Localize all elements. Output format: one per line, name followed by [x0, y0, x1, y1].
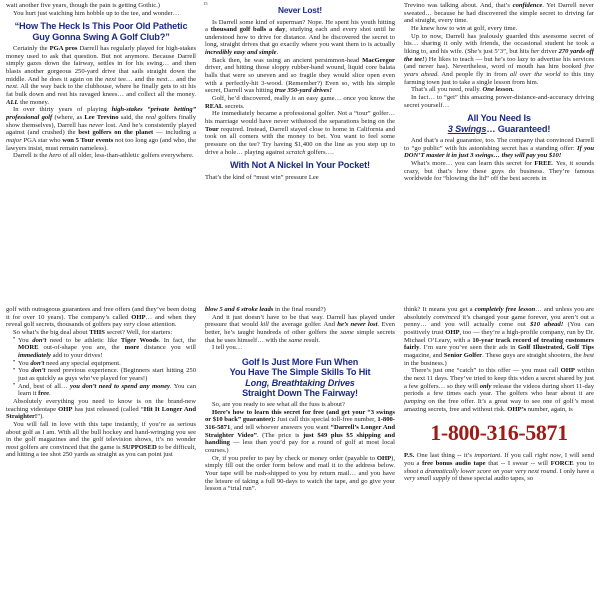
paragraph	[205, 401, 395, 409]
text-run: . And people fly in from	[437, 70, 510, 78]
headline-line-1: Golf Is Just More Fun When	[241, 356, 359, 367]
text-run: In over thirty years of playing	[13, 106, 112, 114]
text-run: . Even better, he’s taught hundreds of other golfers the	[205, 321, 395, 336]
list-item	[13, 360, 196, 368]
text-run: tee… and the	[116, 75, 157, 83]
text-run: Is Darrell some kind of superman? Nope. He spent his youth hitting a	[205, 18, 395, 34]
text-run: — less than you’d pay for a round of golf at most local courses.)	[205, 439, 395, 455]
text-run: You will fall in love with this tape instantly, if you’re as serious about golf as I am. With all the bull hockey and hand-wringing you see in the golf magazines and the golf television shows, it’s no wonder	[6, 420, 196, 444]
paragraph	[404, 33, 594, 87]
text-run: You hurt just watching him hobble up to the tee, and wonder…	[13, 9, 180, 17]
text-run: Trevino was talking about. And, that’s	[404, 2, 513, 9]
text-run: He immediately became a professional golfer. Not a “tour” golfer… his marriage would have never withstood the separations being on the	[205, 110, 395, 126]
text-run-italic: kill	[260, 321, 269, 329]
list-item	[13, 367, 196, 382]
text-run-bold: free bonus audio tape	[422, 459, 486, 467]
text-run: said, the	[118, 114, 146, 122]
headline-line-1: All You Need Is	[467, 113, 531, 124]
text-run: Absolutely everything you need to know is on the brand-new teaching videotape	[6, 397, 196, 413]
text-run: So what’s the big deal about	[13, 328, 90, 336]
text-run-bold-italic: don’t	[31, 367, 46, 375]
text-run-bold: Senior Golfer	[443, 351, 483, 359]
text-run-bold-italic: he’s never lost	[337, 321, 378, 329]
text-run-bold: more	[124, 344, 140, 352]
paragraph	[205, 110, 395, 156]
paragraph	[205, 409, 395, 455]
text-run-bold: MacGregor	[362, 56, 395, 64]
text-run-bold: best golfers on the planet	[78, 129, 154, 137]
text-run: (where, as	[52, 114, 85, 122]
text-run-bold: SUPPOSED	[122, 443, 157, 451]
paragraph	[404, 160, 594, 183]
text-run: at golf, every time.	[465, 24, 518, 32]
text-run: golfers finally show themselves), Darrell has	[6, 114, 196, 129]
text-run: ) He likes to teach — but he’s too lazy to advertise his services (and never has). Nevertheless, word of mouth has him booked	[404, 55, 594, 71]
text-run: , and tell whoever answers you want	[230, 424, 331, 432]
text-run-bold: Here’s how to learn this secret for free (and get your “3 swings or $10 back” guarantee):	[205, 408, 395, 424]
text-run-bold-italic: don’t	[32, 336, 47, 344]
text-run-bold: Tiger Woods	[120, 336, 159, 344]
text-run-bold-italic: One lesson.	[482, 86, 515, 94]
text-run: . (The price is	[256, 431, 304, 439]
text-run-bold: 10-year track record of treating customers fairly	[404, 336, 594, 352]
text-run: the money.	[18, 98, 49, 106]
headline-with-not-a-nickel: With Not A Nickel In Your Pocket!	[230, 160, 370, 171]
text-run: within the next 11 days. They’ve tried to keep this video a secret shared by just a few golfers… so they will	[404, 367, 594, 390]
headline-line-2-rest: … Guaranteed!	[486, 123, 551, 134]
text-run-italic: right now	[534, 452, 561, 460]
text-run-bold: Hit It Longer And Straighter!	[6, 405, 196, 421]
paragraph	[205, 95, 395, 110]
text-run-italic: most	[6, 443, 19, 451]
paragraph	[6, 10, 196, 18]
text-run-bold: THIS	[89, 328, 105, 336]
paragraph	[205, 344, 395, 352]
text-run: .	[276, 49, 279, 57]
text-run-italic: very	[123, 321, 135, 329]
text-run: , too — they’re a high-profile company, run by Dr. Michael O’Leary, with a	[404, 328, 594, 344]
top-columns	[6, 2, 594, 285]
text-run-bold: OHP	[445, 328, 460, 336]
text-run: simple secrets that he uses himself… with the	[205, 328, 395, 344]
text-run-bold-italic: blow 5 and 6 stroke leads	[205, 306, 274, 313]
text-run: golf with outrageous guarantees and free offers (and they’ve been doing it for over 10 years). The company’s called	[6, 306, 196, 321]
text-run-bold-italic: If you DON’T master it in just 3 swings… they will pay you $10!	[404, 144, 594, 160]
text-run-italic: next	[6, 83, 17, 91]
text-run: need previous experience. (Beginners start hitting 250 just as quickly as guys who’ve played for years!)	[18, 367, 196, 382]
text-run: You	[18, 367, 32, 375]
text-run: , I will send you a	[404, 452, 594, 467]
list-item	[13, 383, 196, 398]
text-run: . I only have a	[556, 467, 594, 475]
text-run-italic: convinced	[433, 313, 461, 321]
text-run: wait another five years, though the pain is getting Gothic.)	[6, 2, 160, 9]
ps-label: P.S.	[404, 452, 415, 460]
text-run-italic: jumping	[404, 397, 426, 405]
text-run: release the videos during short 11-day periods a few times each year. The golfers who hear about it are	[404, 382, 594, 398]
paragraph	[6, 2, 196, 10]
text-run: He knew how to	[411, 24, 457, 32]
text-run: . These guys are straight shooters, the	[482, 351, 584, 359]
text-run: … and unless you are absolutely	[404, 306, 594, 321]
text-run-bold: PGA pros	[49, 45, 78, 53]
text-run: required. Instead, Darrell stayed close to home in California and took on all comers with the money to bet. You want to feel some pressure on the tee? Try having $1,400 on the line as you step up to drive a hole… playing against	[205, 125, 395, 156]
headline-line-2-underlined: 3 Swings	[447, 123, 487, 134]
text-run-bold: “Darrell’s Longer And Straighter Video”	[205, 424, 395, 439]
text-run-italic: very small supply	[404, 475, 451, 483]
headline-line-4: Straight Down The Fairway!	[242, 387, 358, 398]
text-run: of all older, less-than-athletic golfers everywhere.	[60, 152, 194, 160]
text-run: Up to now, Darrell has jealously guarded this awesome secret of his… sharing it only with friends, the occasional student he took a liking to, and his wife. (She’s just 5’3”, but hits	[404, 32, 594, 55]
text-run: driver	[539, 47, 559, 55]
text-run: And it just doesn’t have to be that way. Darrell has played under pressure that would	[205, 313, 395, 329]
text-run-italic: best	[583, 351, 594, 359]
postscript-paragraph	[404, 452, 594, 483]
list-item	[13, 337, 196, 360]
paragraph	[404, 25, 594, 33]
text-run-italic: is	[291, 95, 296, 103]
text-run: . If you call	[500, 452, 535, 460]
text-run-bold-italic: ALL	[6, 98, 19, 106]
text-run-italic: shoot a dramatically lower score on your very next round	[404, 467, 557, 475]
text-run-italic: next	[105, 75, 117, 83]
paragraph	[6, 398, 196, 421]
text-run-bold: FREE	[534, 159, 552, 167]
text-run: need to be athletic like	[46, 336, 121, 344]
text-run-bold-italic: immediately	[18, 351, 51, 359]
text-run-bold-italic: only	[479, 382, 492, 390]
text-run-bold: Tour	[205, 125, 219, 133]
paragraph	[404, 306, 594, 367]
text-run: secrets.	[223, 102, 245, 110]
paragraph	[404, 367, 594, 413]
text-run: ), simply fill out the order form below and mail it to the address below. Your tape will be rush-shipped to you by return mail… and you have the leisure of taking a full 90-days to watch the tape, and go give your lesson a “trial run”.	[205, 454, 395, 493]
text-run-bold: thousand golf balls a day	[210, 26, 286, 34]
text-run-italic: five years ahead	[404, 63, 594, 78]
text-run-bold-italic: don’t	[30, 359, 45, 367]
text-run: you to	[573, 459, 594, 467]
headline-golf-is-more-fun	[205, 357, 395, 398]
text-run: in the final round?)	[273, 306, 326, 313]
text-run: . You can learn it	[18, 382, 196, 398]
paragraph	[6, 329, 196, 337]
paragraph	[404, 137, 594, 160]
text-run: — including a	[153, 129, 196, 137]
paragraph	[404, 86, 594, 94]
text-run: I tell you…	[212, 344, 243, 352]
text-run-italic: scratch	[286, 148, 306, 156]
top-column-2	[205, 2, 395, 285]
text-run: not too long ago (and who, the lawyers insist, must remain nameless).	[6, 137, 196, 152]
text-run-bold: OHP	[131, 313, 146, 321]
text-run: number, again, is	[526, 405, 573, 413]
text-run-bold: REAL	[205, 102, 224, 110]
text-run: driver, and hitting those sloppy rubber-band wound, liquid core balata balls that were so uneven and so fragile they would slice open even with a perfectly-hit 3-wood. (Remember?) Even so, with his simple secret, Darrell was hitting	[205, 64, 395, 95]
headline-how-the-heck: “How The Heck Is This Poor Old Pathetic Guy Gonna Swing A Golf Club?”	[14, 21, 188, 42]
headline-all-you-need-is-3-swings	[404, 113, 594, 134]
paragraph	[6, 306, 196, 329]
text-run: . Yes, it sounds crazy, but that’s how these guys do business. They’re famous worldwide for “blowing the lid” off the best secrets in	[404, 159, 594, 183]
paragraph	[6, 421, 196, 459]
text-run-italic: her	[530, 47, 540, 55]
bottom-columns	[6, 306, 594, 600]
text-run: . All the way back to the clubhouse, where he finally gets to sit his fat bulk down and rest his ravaged knees… and collect all the money.	[6, 83, 196, 99]
text-run: You	[18, 359, 31, 367]
text-run-bold-italic: $10 ahead!	[530, 321, 564, 329]
text-run: And, best of all…	[18, 382, 70, 390]
text-run-italic: hero	[49, 152, 61, 160]
text-run-bold-italic: confidence	[512, 2, 543, 9]
bottom-column-3	[404, 306, 594, 600]
text-run: magazine, and	[404, 351, 444, 359]
text-run: to this tiny farming town just to take a single lesson from him.	[404, 70, 594, 86]
text-run: on the free offer. It’s a great way to see one of golf’s most amazing secrets, free and without risk.	[404, 397, 594, 413]
text-run: Or, if you prefer to pay by check or money order (payable to	[212, 454, 377, 462]
paragraph	[205, 306, 395, 314]
text-run: So, are you ready to see what all the fuss is about?	[212, 401, 345, 409]
text-run: secret? Well, for starters:	[104, 328, 173, 336]
text-run-bold-italic: you don’t need to spend any money	[69, 382, 170, 390]
text-run: That’s the kind of “must win” pressure Lee	[205, 173, 319, 181]
text-run: lost. And he’s consistently played against (and crushed) the	[6, 121, 196, 137]
paragraph	[205, 57, 395, 95]
text-run: … and the	[167, 75, 196, 83]
text-run: One last thing -- it’s	[414, 452, 475, 460]
paragraph	[404, 94, 594, 109]
text-run: … and when they reveal golf secrets, thousands of golfers pay	[6, 313, 196, 329]
top-column-3	[404, 2, 594, 285]
text-run: . Yet Darrell never sweated… because he had discovered the simple secret to driving far and straight, every time.	[404, 2, 594, 25]
paragraph	[205, 19, 395, 57]
text-run-bold-italic: incredibly easy and simple	[205, 49, 277, 57]
text-run: think? It means you get a	[404, 306, 475, 313]
paragraph	[6, 152, 196, 160]
text-run-bold: MORE	[18, 344, 39, 352]
text-run-bold: FORCE	[550, 459, 574, 467]
text-run: has just released (called “	[72, 405, 144, 413]
text-run: out-of-shape you are, the	[38, 344, 125, 352]
paragraph	[6, 106, 196, 152]
spread-page-bottom	[0, 306, 600, 600]
text-run: There’s just one “catch” to this offer — you must call	[411, 367, 561, 375]
text-run: That’s all you need, really.	[411, 86, 483, 94]
text-run-italic: all over the world	[509, 70, 561, 78]
text-run: And that’s a real guarantee, too. The company that convinced Darrell to “go public” with his astonishing secret has a standing offer:	[404, 137, 594, 152]
headline-never-lost: Never Lost!	[278, 5, 322, 15]
text-run: in the business.)	[404, 359, 447, 367]
text-run: an easy game… once you know the	[295, 95, 395, 103]
text-run-bold-italic: 270 yards off the tee!	[404, 47, 594, 63]
text-run: distance you will	[139, 344, 196, 352]
text-run: In fact… to “get” this amazing power-distance-and-accuracy driving secret yourself…	[404, 93, 594, 109]
text-run: golfers are convinced that the game is	[18, 443, 123, 451]
text-run-italic: next	[156, 75, 168, 83]
text-run-italic: same	[340, 328, 354, 336]
text-run-bold: OHP’s	[507, 405, 527, 413]
text-run: that -- I swear -- will	[485, 459, 551, 467]
text-run: Golf, he’d discovered, really	[212, 95, 292, 103]
text-run-italic: win	[456, 24, 466, 32]
headline-line-3: Long, Breathtaking Drives	[245, 377, 355, 388]
text-run: of these special audio tapes, so	[450, 475, 534, 483]
text-run: (You can positively trust	[404, 321, 594, 336]
text-run-italic: important	[474, 452, 501, 460]
text-run-bold-italic: true 350-yard drives!	[274, 87, 332, 95]
text-run: You	[18, 336, 33, 344]
text-run: golfers….	[305, 148, 334, 156]
text-run-bold: OHP	[58, 405, 73, 413]
paragraph	[404, 2, 594, 25]
text-run: it’s changed your game forever, you aren’t out a penny… and you will actually come out	[404, 313, 594, 329]
text-run: PGA star who	[21, 137, 63, 144]
text-run: What’s more… you can learn this secret for	[411, 159, 535, 167]
text-run-italic: same	[288, 336, 303, 344]
text-run-bold: OHP	[376, 454, 392, 462]
text-run-bold-italic: completely free lesson	[474, 306, 536, 313]
text-run: close attention.	[134, 321, 177, 329]
text-run: Just call this special toll-free number,	[275, 416, 378, 424]
text-run: .	[49, 390, 51, 398]
paragraph	[205, 174, 395, 182]
text-run: the average golfer. And	[268, 321, 338, 329]
benefit-bullet-list	[6, 337, 196, 398]
text-run: Darrell has regularly played for high-stakes money used to ask that question. But not anymore. Because Darrell simply gazes down the fairway, settles in for his swing… and then blasts another gorgeous 250-yard drive that sails straight down the middle. And he does it again on the	[6, 45, 196, 83]
paragraph	[6, 45, 196, 106]
text-run: Darrell is the	[13, 152, 50, 160]
text-run-italic: never	[88, 121, 104, 129]
text-run: need any special equipment.	[44, 359, 121, 367]
bottom-column-1	[6, 306, 196, 600]
text-run: result.	[302, 336, 321, 344]
page-gutter-gap	[0, 285, 600, 306]
text-run-bold-italic: high-stakes “private betting” professional golf	[6, 106, 196, 122]
text-run: ”).	[37, 413, 44, 421]
folio-page-number: 15	[203, 1, 208, 6]
text-run-bold: won 5 Tour events	[62, 137, 114, 144]
headline-line-2: You Have The Simple Skills To Hit	[229, 367, 371, 378]
paragraph	[205, 455, 395, 493]
spread-page-top	[0, 0, 600, 285]
text-run: add to your drives!	[50, 351, 103, 359]
text-run-bold: Golf Illustrated, Golf Tips	[517, 344, 594, 352]
toll-free-phone-number[interactable]: 1-800-316-5871	[430, 420, 568, 446]
text-run-bold: free	[38, 390, 49, 398]
text-run: Certainly the	[13, 45, 50, 53]
text-run: to be difficult, and hitting a tee shot 250 yards as straight as you can point just	[6, 443, 196, 459]
text-run: Back then, he was using an ancient persimmon-head	[212, 56, 363, 64]
top-column-1	[6, 2, 196, 285]
phone-number-inline: 1-800-316-5871	[205, 416, 395, 432]
paragraph	[205, 314, 395, 345]
text-run: , studying each and every shot until he understood how to drive for distance. And he discovered the secret to long, straight drives that go exactly where you want them to is actually	[205, 26, 395, 49]
bottom-column-2	[205, 306, 395, 600]
text-run-bold: OHP	[560, 367, 575, 375]
text-run-italic: major	[6, 137, 22, 144]
text-run: . In fact, the	[158, 336, 196, 344]
text-run-bold: just $49 plus $5 shipping and handling	[205, 431, 395, 447]
text-run-bold: Lee Trevino	[84, 114, 119, 122]
text-run-italic: real	[145, 114, 156, 122]
text-run: . I’m sure you’ve seen their ads in	[419, 344, 518, 352]
